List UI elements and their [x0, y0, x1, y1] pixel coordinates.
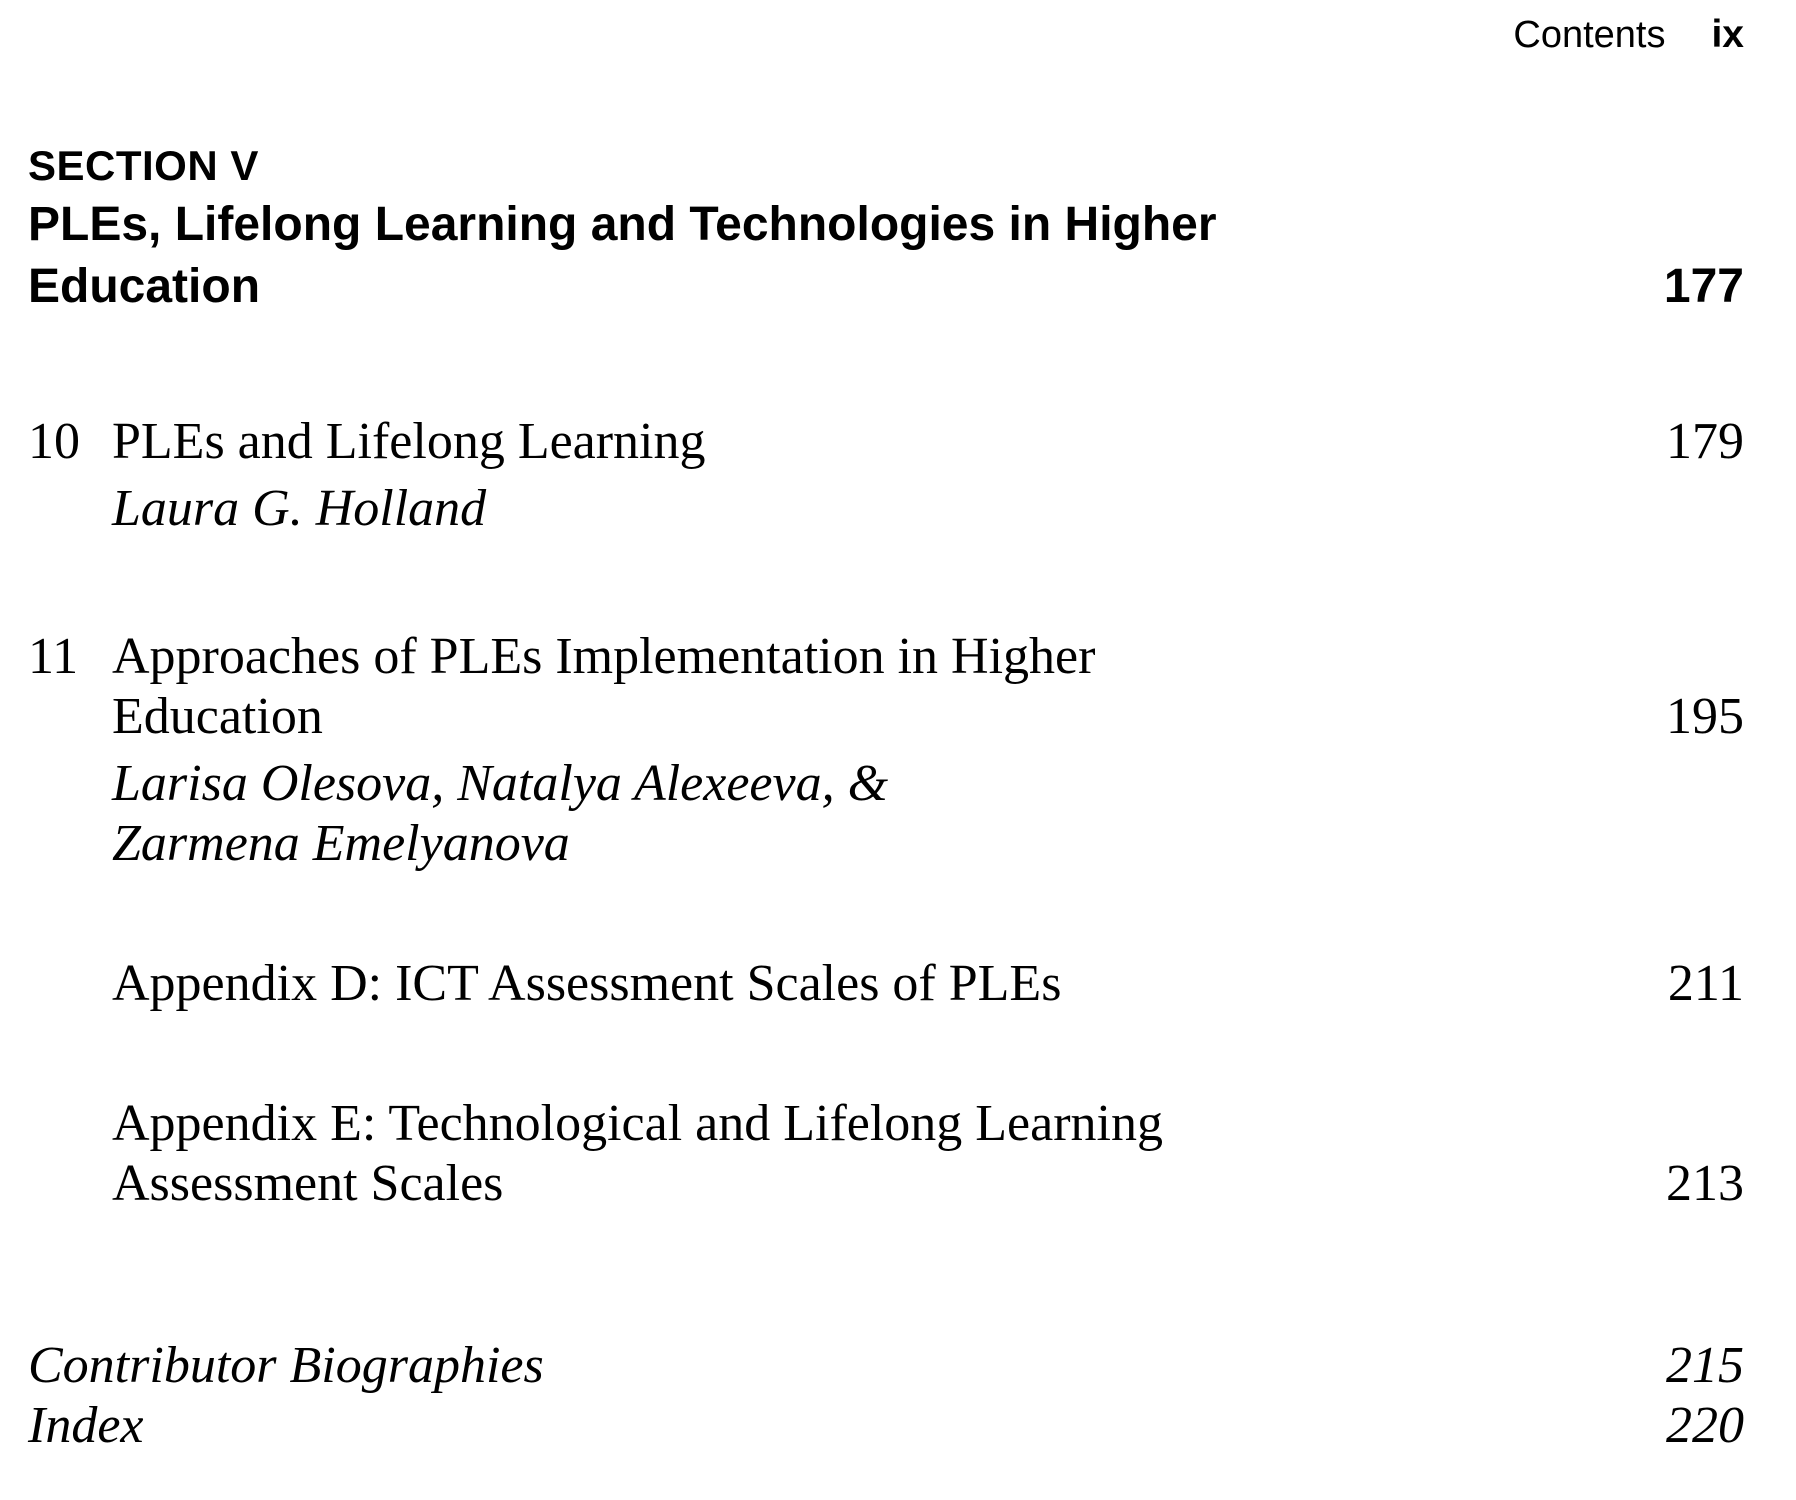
back-matter — [28, 1336, 1744, 1456]
chapter-page-number: 179 — [1666, 413, 1744, 470]
appendix-title — [112, 1094, 1666, 1214]
section-title-row — [28, 194, 1744, 318]
chapter-title-line-1: Approaches of PLEs Implementation in Higher — [112, 628, 1096, 685]
back-matter-page-number: 220 — [1666, 1397, 1744, 1454]
author-line: Laura G. Holland — [112, 480, 487, 537]
toc-entry-appendix-d — [112, 954, 1744, 1014]
chapter-authors — [112, 754, 1744, 874]
running-header-title: Contents — [1513, 14, 1666, 56]
appendix-title-line-1: Appendix E: Technological and Lifelong Learning — [112, 1095, 1163, 1152]
chapter-title-row — [112, 412, 1744, 472]
chapter-title-line-2: Education — [112, 688, 323, 745]
author-line: Zarmena Emelyanova — [112, 815, 570, 872]
toc-entry-index — [28, 1396, 1744, 1456]
appendix-title — [112, 954, 1668, 1014]
page-folio: ix — [1711, 13, 1744, 56]
chapter-number: 10 — [28, 413, 80, 470]
toc-entry-chapter-10 — [28, 412, 1744, 539]
appendix-title-row — [112, 954, 1744, 1014]
appendix-page-number: 211 — [1667, 955, 1744, 1012]
section-title — [28, 194, 1664, 318]
chapter-title-line-1: PLEs and Lifelong Learning — [112, 413, 706, 470]
section-page-number: 177 — [1663, 260, 1744, 313]
section-label: SECTION V — [28, 142, 259, 189]
back-matter-title: Contributor Biographies — [28, 1337, 544, 1394]
back-matter-page-number: 215 — [1666, 1337, 1744, 1394]
appendix-title-row — [112, 1094, 1744, 1214]
chapter-content — [112, 412, 1744, 539]
toc-entry-chapter-11 — [28, 627, 1744, 874]
toc-entry-appendix-e — [112, 1094, 1744, 1214]
section-title-line-2: Education — [28, 260, 261, 313]
chapter-title-row — [112, 627, 1744, 747]
chapter-content — [112, 627, 1744, 874]
section-heading — [28, 140, 1744, 318]
section-title-line-1: PLEs, Lifelong Learning and Technologies in Higher — [28, 198, 1217, 251]
author-line: Larisa Olesova, Natalya Alexeeva, & — [112, 755, 889, 812]
chapter-authors — [112, 479, 1744, 539]
toc-entry-contributor-biographies — [28, 1336, 1744, 1396]
chapter-title — [112, 627, 1666, 747]
appendix-page-number: 213 — [1666, 1155, 1744, 1212]
back-matter-title: Index — [28, 1397, 144, 1454]
running-header — [28, 12, 1744, 58]
appendix-title-line-2: Assessment Scales — [112, 1155, 504, 1212]
appendix-title-line-1: Appendix D: ICT Assessment Scales of PLEs — [112, 955, 1062, 1012]
chapter-title — [112, 412, 1666, 472]
chapter-page-number: 195 — [1666, 688, 1744, 745]
chapter-number: 11 — [28, 628, 79, 685]
